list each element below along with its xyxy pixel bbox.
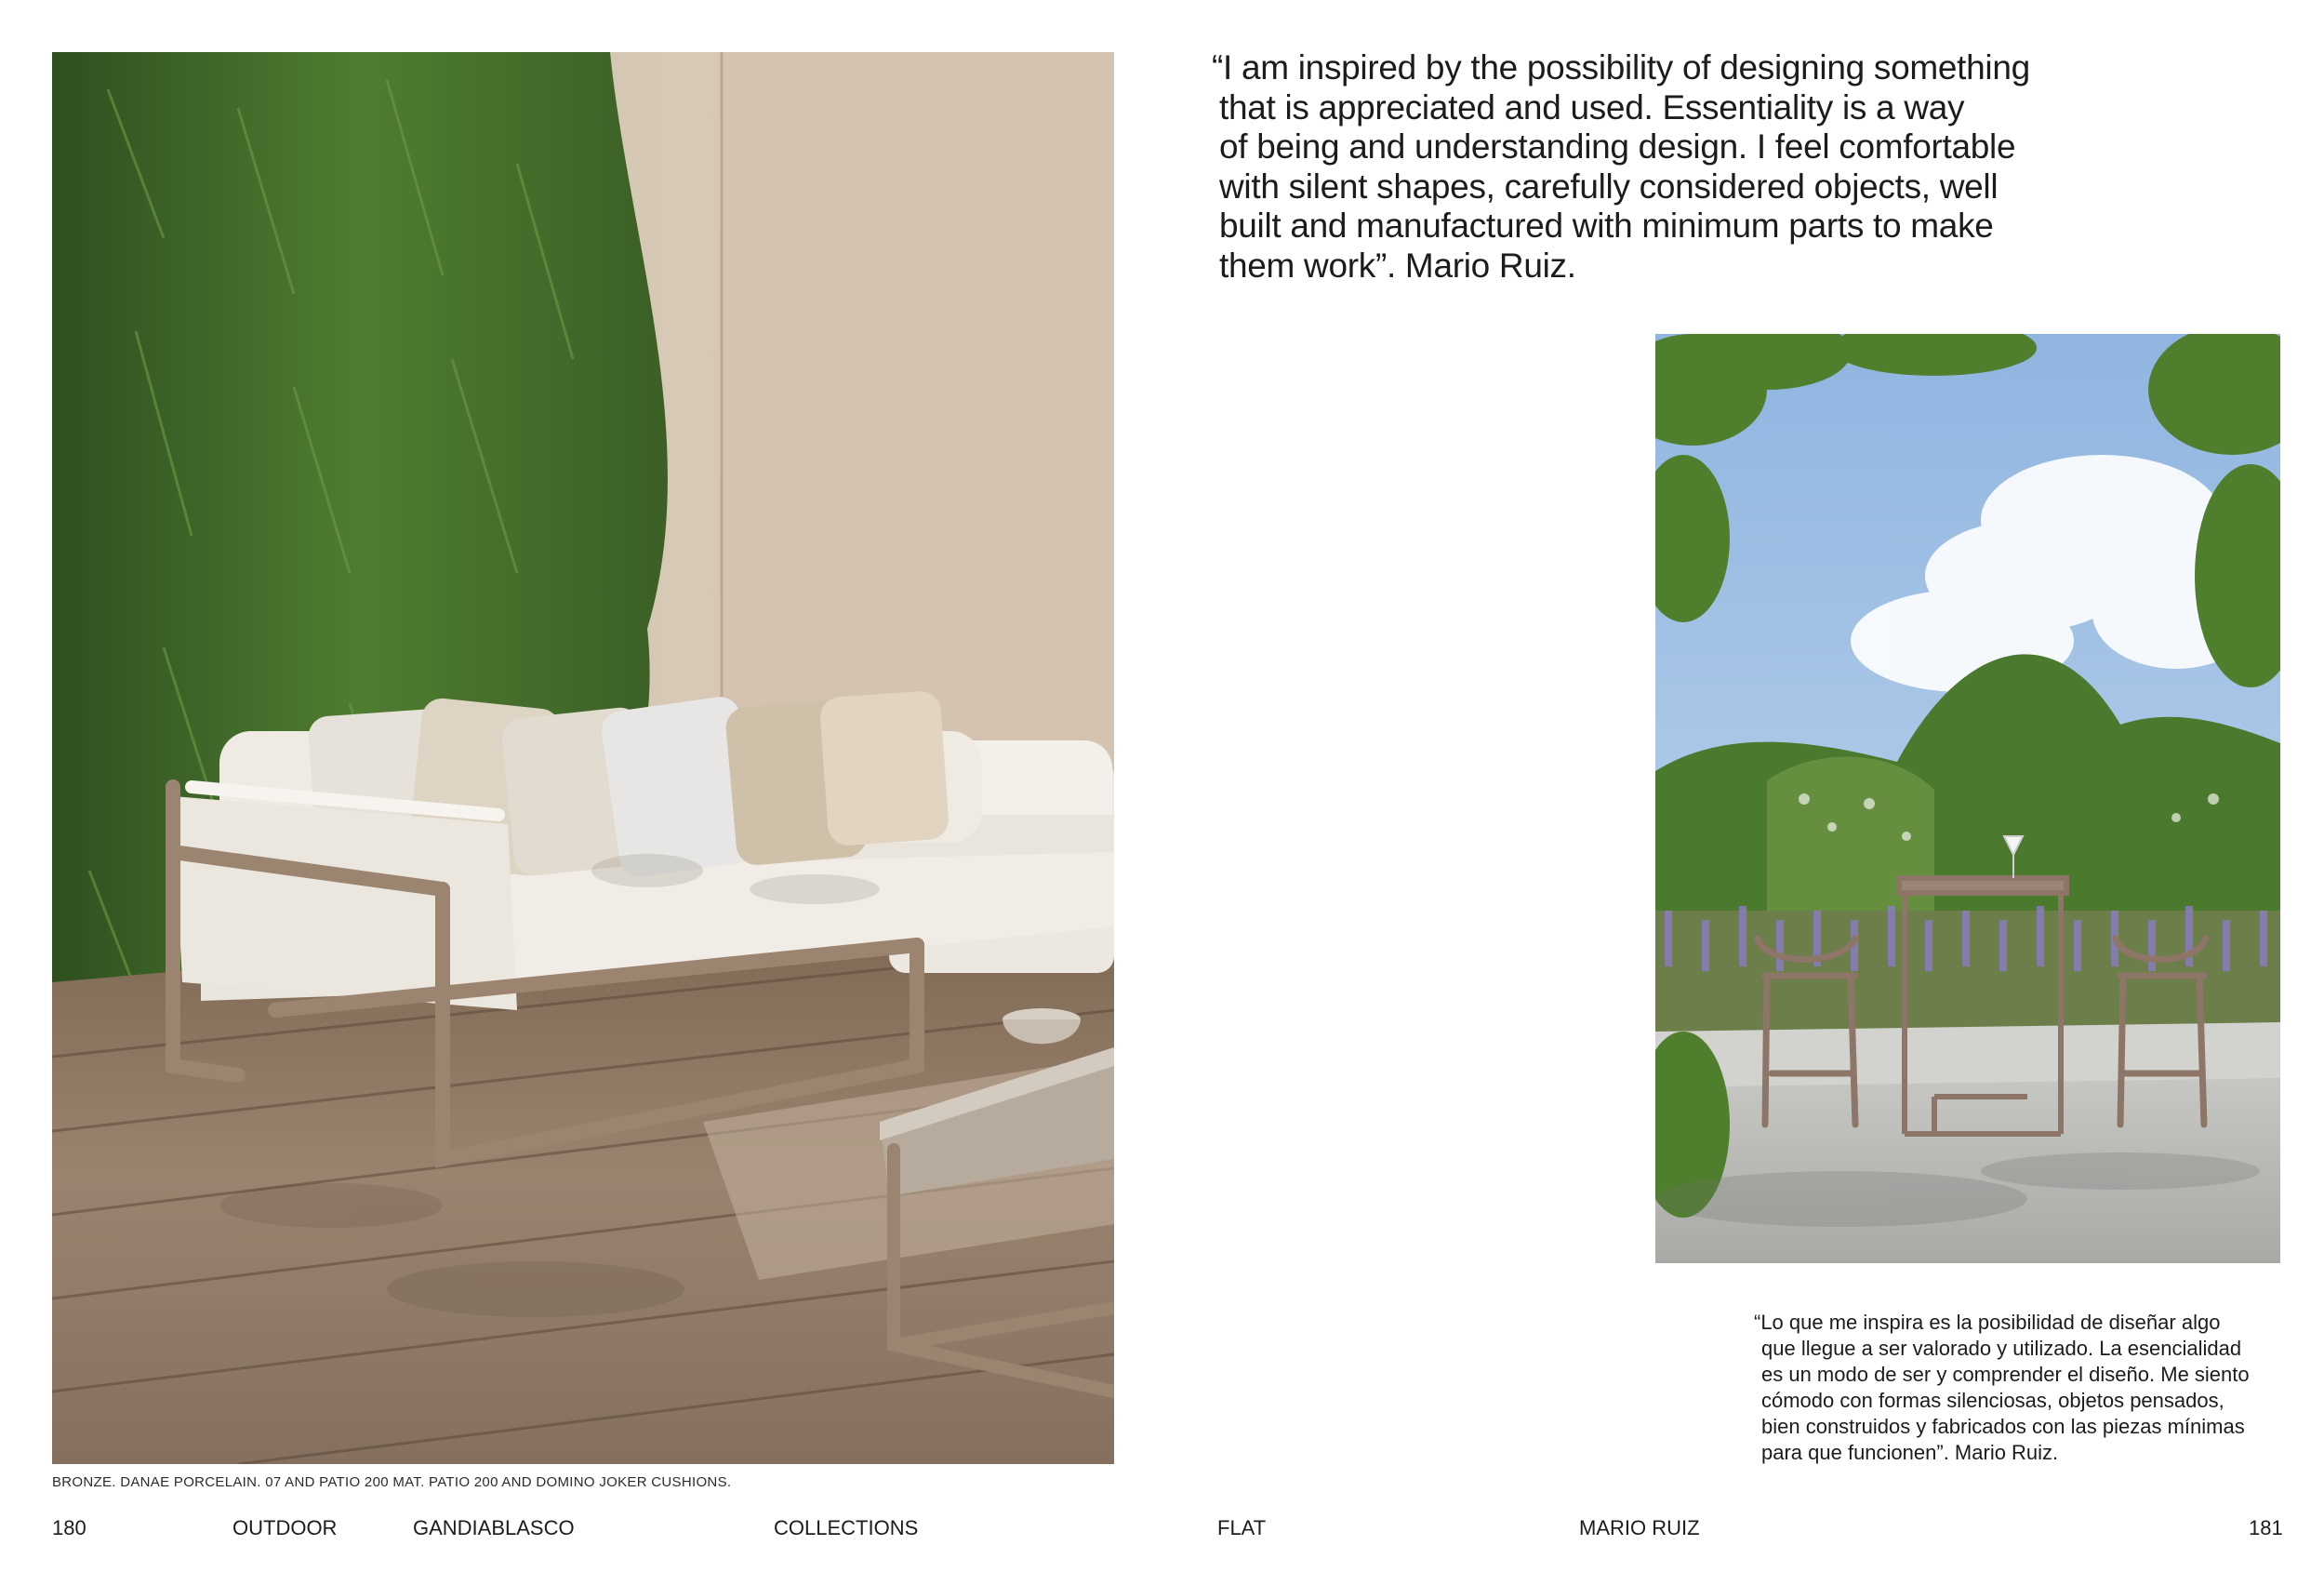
quote-line: them work”. Mario Ruiz. — [1219, 246, 1576, 285]
quote-line: of being and understanding design. I feel comfortable — [1219, 127, 2016, 166]
quote-english — [1212, 48, 2105, 286]
footer-category: COLLECTIONS — [774, 1516, 919, 1539]
quote-spanish — [1754, 1310, 2275, 1466]
quote-line: built and manufactured with minimum parts to make — [1219, 206, 1994, 245]
quote-line: that is appreciated and used. Essentiality is a way — [1219, 87, 1965, 127]
footer-section: OUTDOOR — [232, 1516, 338, 1539]
footer-brand: GANDIABLASCO — [413, 1516, 575, 1539]
quote-line: bien construidos y fabricados con las piezas mínimas — [1761, 1415, 2245, 1438]
page-number-left: 180 — [52, 1516, 86, 1539]
quote-line: para que funcionen”. Mario Ruiz. — [1761, 1441, 2059, 1464]
quote-line: cómodo con formas silenciosas, objetos pensados, — [1761, 1389, 2224, 1412]
quote-line: “I am inspired by the possibility of designing something — [1212, 48, 2030, 87]
photo-caption: BRONZE. DANAE PORCELAIN. 07 AND PATIO 200 MAT. PATIO 200 AND DOMINO JOKER CUSHIONS. — [52, 1474, 732, 1490]
footer-designer: MARIO RUIZ — [1579, 1516, 1700, 1539]
page-number-right: 181 — [2249, 1516, 2283, 1539]
quote-line: with silent shapes, carefully considered objects, well — [1219, 166, 1999, 206]
quote-line: es un modo de ser y comprender el diseño. Me siento — [1761, 1363, 2250, 1386]
quote-line: “Lo que me inspira es la posibilidad de diseñar algo — [1754, 1311, 2221, 1334]
sofa-photo — [52, 52, 1114, 1464]
bar-set-photo — [1655, 334, 2280, 1263]
footer-collection: FLAT — [1217, 1516, 1267, 1539]
quote-line: que llegue a ser valorado y utilizado. La esencialidad — [1761, 1337, 2242, 1360]
